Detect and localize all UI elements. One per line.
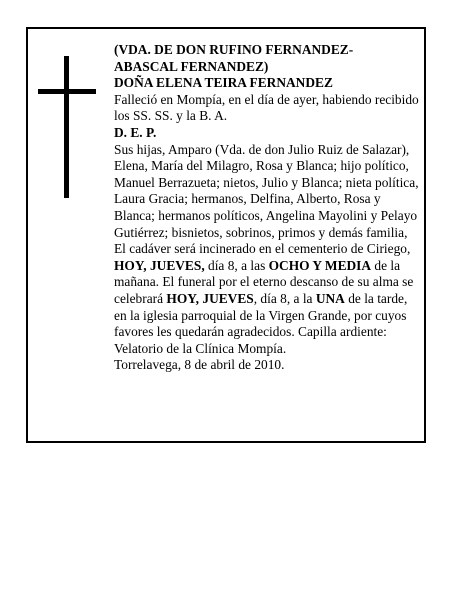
cross-icon bbox=[38, 56, 96, 198]
ceremony-time-1: OCHO Y MEDIA bbox=[268, 257, 372, 273]
obituary-text bbox=[114, 42, 422, 374]
place-date: Torrelavega, 8 de abril de 2010. bbox=[114, 357, 285, 373]
death-notice: Falleció en Mompía, en el día de ayer, habiendo recibido los SS. SS. y la B. A. bbox=[114, 91, 419, 124]
ceremony-text-1: El cadáver será incinerado en el cementerio de Ciriego, bbox=[114, 241, 411, 257]
ceremony-date-2: HOY, JUEVES bbox=[166, 290, 254, 306]
ceremony-text-4: , día 8, a la bbox=[253, 290, 316, 306]
header-line-1: (VDA. DE DON RUFINO FERNANDEZ- bbox=[114, 42, 354, 57]
rip-line: D. E. P. bbox=[114, 124, 157, 140]
ceremony-text-3: de la mañana. El funeral por el eterno descanso de su alma se celebrará bbox=[114, 257, 414, 306]
deceased-name: DOÑA ELENA TEIRA FERNANDEZ bbox=[114, 75, 333, 91]
family-list: Sus hijas, Amparo (Vda. de don Julio Ruiz de Salazar), Elena, María del Milagro, Rosa y Blanca; hijo político, Manuel Berrazueta; nietos, Julio y Blanca; nieta política, Laura Gracia; hermanos, Delfina, Alberto, Rosa y Blanca; hermanos políticos, Angelina Mayolini y Pelayo Gutiérrez; bisnietos, sobrinos, primos y demás familia, bbox=[114, 141, 419, 240]
ceremony-time-2: UNA bbox=[315, 290, 345, 306]
header-line-2: ABASCAL FERNANDEZ) bbox=[114, 58, 269, 74]
obituary-frame bbox=[26, 27, 426, 443]
ceremony-text-2: día 8, a las bbox=[204, 257, 269, 273]
ceremony-date-1: HOY, JUEVES, bbox=[114, 257, 205, 273]
cross-horizontal-bar bbox=[38, 89, 96, 94]
ceremony-text-5: de la tarde, en la iglesia parroquial de la Virgen Grande, por cuyos favores les quedarán agradecidos. Capilla ardiente: Velatorio de la Clínica Mompía. bbox=[114, 290, 408, 356]
cross-vertical-bar bbox=[64, 56, 69, 198]
ceremony-details bbox=[114, 241, 422, 357]
